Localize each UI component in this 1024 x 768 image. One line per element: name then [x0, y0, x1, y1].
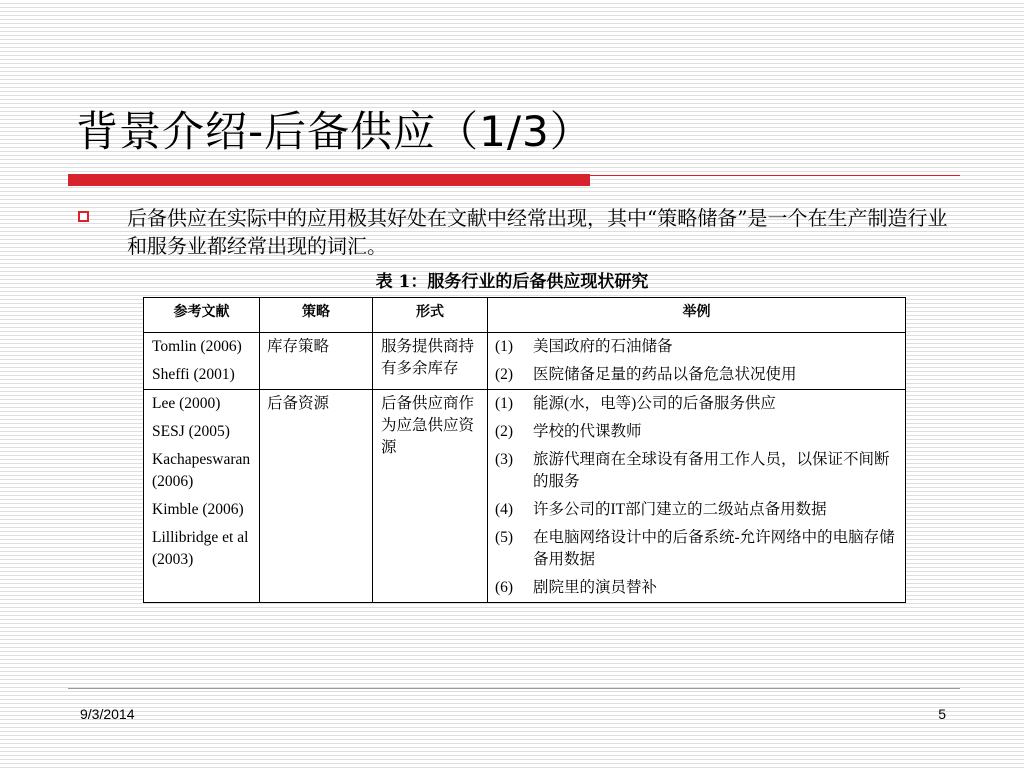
title-underline-bar	[68, 174, 590, 186]
reference-item: Lillibridge et al (2003)	[152, 529, 249, 568]
reference-item: Tomlin (2006)	[152, 338, 242, 355]
example-number: (2)	[495, 423, 514, 440]
example-number: (1)	[495, 395, 514, 412]
example-number: (6)	[495, 579, 514, 596]
slide-title: 背景介绍-后备供应（1/3）	[76, 107, 593, 156]
example-number: (4)	[495, 501, 514, 518]
example-text: 美国政府的石油储备	[533, 338, 673, 355]
title-underline-line	[590, 175, 960, 176]
example-item	[495, 577, 898, 599]
example-number: (5)	[495, 529, 514, 546]
example-item	[495, 364, 898, 386]
example-text: 学校的代课教师	[533, 423, 642, 440]
example-item	[495, 527, 898, 571]
table-row	[144, 333, 906, 390]
example-text: 医院储备足量的药品以备危急状况使用	[533, 366, 797, 383]
example-item	[495, 449, 898, 493]
example-item	[495, 393, 898, 415]
reference-item: Sheffi (2001)	[152, 366, 235, 383]
example-text: 旅游代理商在全球设有备用工作人员，以保证不间断的服务	[533, 451, 890, 490]
example-text: 能源(水，电等)公司的后备服务供应	[533, 395, 776, 412]
table-header-row	[144, 298, 906, 333]
references-cell	[144, 333, 260, 390]
example-item	[495, 336, 898, 358]
example-text: 许多公司的IT部门建立的二级站点备用数据	[533, 501, 827, 518]
strategy-cell: 库存策略	[260, 333, 373, 390]
example-item	[495, 499, 898, 521]
reference-item: Lee (2000)	[152, 395, 221, 412]
references-cell	[144, 390, 260, 603]
hollow-square-bullet-icon	[78, 211, 89, 222]
example-item	[495, 421, 898, 443]
header-form: 形式	[373, 298, 488, 333]
example-number: (3)	[495, 451, 514, 468]
examples-cell	[488, 390, 906, 603]
reference-item: Kimble (2006)	[152, 501, 244, 518]
header-examples: 举例	[488, 298, 906, 333]
header-references: 参考文献	[144, 298, 260, 333]
example-number: (1)	[495, 338, 514, 355]
footer-date: 9/3/2014	[80, 706, 135, 722]
bullet-text: 后备供应在实际中的应用极其好处在文献中经常出现，其中“策略储备”是一个在生产制造行业和服务业都经常出现的词汇。	[127, 206, 948, 258]
strategy-table	[143, 297, 906, 603]
reference-item: Kachapeswaran (2006)	[152, 451, 251, 490]
page-number: 5	[938, 706, 946, 722]
reference-item: SESJ (2005)	[152, 423, 230, 440]
table-caption: 表 1：服务行业的后备供应现状研究	[375, 272, 649, 292]
form-cell: 后备供应商作为应急供应资源	[373, 390, 488, 603]
strategy-cell: 后备资源	[260, 390, 373, 603]
header-strategy: 策略	[260, 298, 373, 333]
footer-divider	[68, 688, 960, 689]
example-number: (2)	[495, 366, 514, 383]
table-row	[144, 390, 906, 603]
examples-cell	[488, 333, 906, 390]
form-cell: 服务提供商持有多余库存	[373, 333, 488, 390]
example-text: 在电脑网络设计中的后备系统-允许网络中的电脑存储备用数据	[533, 529, 895, 568]
example-text: 剧院里的演员替补	[533, 579, 658, 596]
